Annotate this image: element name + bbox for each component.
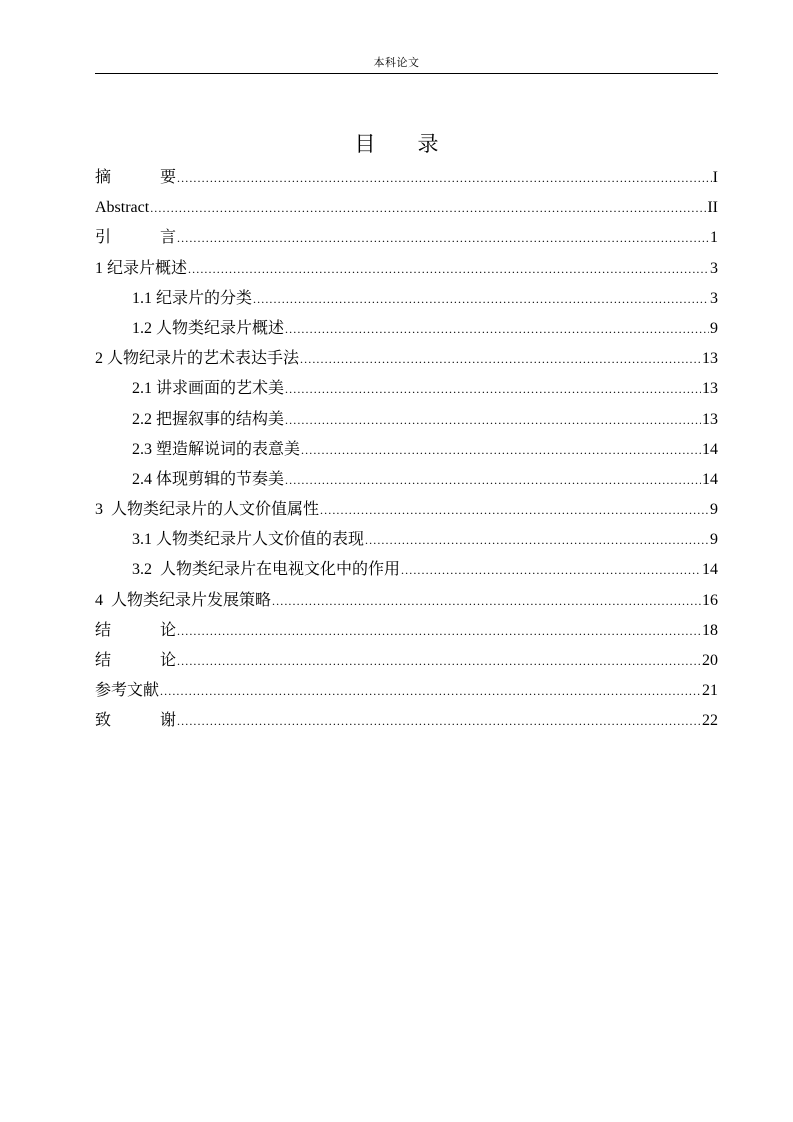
toc-entry-page: 9 xyxy=(710,531,718,549)
leader-dots xyxy=(285,465,701,495)
toc-entry-label: 结 论 xyxy=(95,652,177,669)
toc-entry-section-3-1[interactable] xyxy=(95,525,718,555)
toc-entry-acknowledgements[interactable] xyxy=(95,706,718,736)
toc-entry-section-1-1[interactable] xyxy=(95,284,718,314)
running-header: 本科论文 xyxy=(373,57,420,69)
toc-entry-page: I xyxy=(712,169,718,186)
toc-entry-page: 14 xyxy=(702,470,718,488)
toc-entry-chapter-4[interactable] xyxy=(95,586,718,616)
toc-entry-label: 1.1 纪录片的分类 xyxy=(132,289,253,307)
leader-dots xyxy=(177,163,712,193)
toc-title-part2: 录 xyxy=(417,132,439,156)
toc-entry-label: 1.2 人物类纪录片概述 xyxy=(132,319,285,337)
toc-entry-introduction[interactable] xyxy=(95,223,718,253)
leader-dots xyxy=(365,525,709,555)
toc-entry-section-2-2[interactable] xyxy=(95,405,718,435)
leader-dots xyxy=(150,193,706,223)
leader-dots xyxy=(301,435,701,465)
table-of-contents xyxy=(95,163,718,737)
toc-entry-label: 摘 要 xyxy=(95,169,177,186)
toc-entry-references[interactable] xyxy=(95,676,718,706)
leader-dots xyxy=(177,646,701,676)
toc-entry-page: 9 xyxy=(710,501,718,519)
leader-dots xyxy=(285,314,709,344)
toc-entry-chapter-2[interactable] xyxy=(95,344,718,374)
toc-entry-label: 4 人物类纪录片发展策略 xyxy=(95,591,272,609)
leader-dots xyxy=(320,495,709,525)
toc-entry-label: Abstract xyxy=(95,199,150,217)
toc-entry-page: 21 xyxy=(702,682,718,700)
toc-entry-page: 13 xyxy=(702,350,718,368)
toc-entry-label: 2.2 把握叙事的结构美 xyxy=(132,410,285,428)
leader-dots xyxy=(401,555,701,585)
header-divider xyxy=(95,73,718,74)
toc-entry-label: 参考文献 xyxy=(95,682,160,700)
toc-entry-label: 2.1 讲求画面的艺术美 xyxy=(132,380,285,398)
toc-entry-label: 2.4 体现剪辑的节奏美 xyxy=(132,470,285,488)
toc-entry-conclusion-1[interactable] xyxy=(95,616,718,646)
toc-entry-page: 14 xyxy=(702,440,718,458)
leader-dots xyxy=(188,254,709,284)
toc-entry-chapter-3[interactable] xyxy=(95,495,718,525)
toc-entry-page: 13 xyxy=(702,410,718,428)
toc-entry-section-3-2[interactable] xyxy=(95,555,718,585)
leader-dots xyxy=(285,405,701,435)
toc-entry-page: II xyxy=(707,199,718,217)
toc-entry-abstract-cn[interactable] xyxy=(95,163,718,193)
toc-entry-page: 14 xyxy=(702,561,718,579)
toc-entry-page: 16 xyxy=(702,591,718,609)
leader-dots xyxy=(177,616,701,646)
toc-entry-label: 3 人物类纪录片的人文价值属性 xyxy=(95,501,320,519)
toc-entry-page: 13 xyxy=(702,380,718,398)
toc-entry-label: 1 纪录片概述 xyxy=(95,259,188,277)
toc-entry-label: 致 谢 xyxy=(95,712,177,730)
toc-title xyxy=(0,131,793,157)
leader-dots xyxy=(177,223,709,253)
toc-entry-section-2-3[interactable] xyxy=(95,435,718,465)
toc-entry-label: 2.3 塑造解说词的表意美 xyxy=(132,440,301,458)
toc-entry-conclusion-2[interactable] xyxy=(95,646,718,676)
toc-entry-label: 3.2 人物类纪录片在电视文化中的作用 xyxy=(132,561,401,579)
toc-entry-section-2-1[interactable] xyxy=(95,374,718,404)
leader-dots xyxy=(253,284,709,314)
toc-entry-page: 1 xyxy=(710,229,718,247)
toc-entry-chapter-1[interactable] xyxy=(95,254,718,284)
toc-entry-label: 3.1 人物类纪录片人文价值的表现 xyxy=(132,531,365,549)
toc-entry-page: 3 xyxy=(710,289,718,307)
leader-dots xyxy=(300,344,701,374)
toc-entry-page: 18 xyxy=(702,621,718,639)
toc-entry-section-1-2[interactable] xyxy=(95,314,718,344)
toc-entry-page: 9 xyxy=(710,319,718,337)
toc-entry-page: 22 xyxy=(702,712,718,730)
toc-entry-label: 结 论 xyxy=(95,621,177,639)
leader-dots xyxy=(160,676,701,706)
toc-title-part1: 目 xyxy=(354,132,376,156)
toc-entry-page: 3 xyxy=(710,259,718,277)
toc-entry-page: 20 xyxy=(702,652,718,669)
leader-dots xyxy=(285,374,701,404)
toc-entry-abstract-en[interactable] xyxy=(95,193,718,223)
toc-entry-label: 引 言 xyxy=(95,229,177,247)
leader-dots xyxy=(177,706,701,736)
leader-dots xyxy=(272,586,701,616)
toc-entry-section-2-4[interactable] xyxy=(95,465,718,495)
toc-entry-label: 2 人物纪录片的艺术表达手法 xyxy=(95,350,300,368)
